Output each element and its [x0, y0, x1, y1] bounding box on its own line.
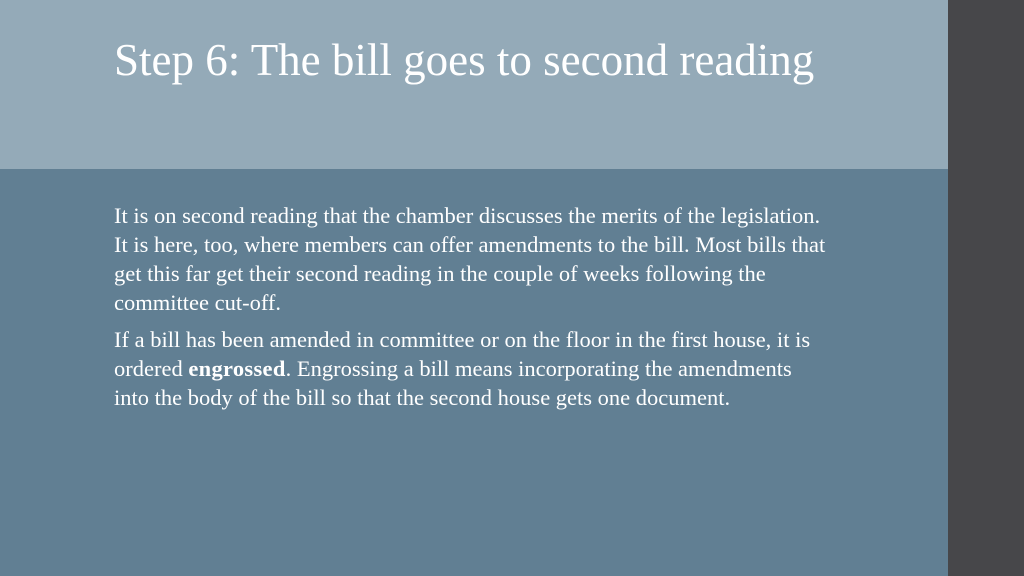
slide-title: Step 6: The bill goes to second reading	[114, 35, 815, 85]
side-bar	[948, 0, 1024, 576]
body-paragraph-1: It is on second reading that the chamber discusses the merits of the legislation. It is here, too, where members can offer amendments to the bill. Most bills that get this far get their second reading in the couple of weeks following the committee cut-off.	[114, 203, 826, 315]
emphasis-engrossed: engrossed	[188, 356, 286, 381]
paragraph-2-text-before: If a bill has been amended in committee or on the floor in the first house, it is ordered	[114, 327, 811, 381]
title-band	[0, 0, 948, 169]
body-paragraph-2	[114, 325, 829, 412]
slide-body	[114, 201, 829, 420]
paragraph-2-text-after: . Engrossing a bill means incorporating the amendments into the body of the bill so that the second house gets one document.	[114, 356, 792, 410]
